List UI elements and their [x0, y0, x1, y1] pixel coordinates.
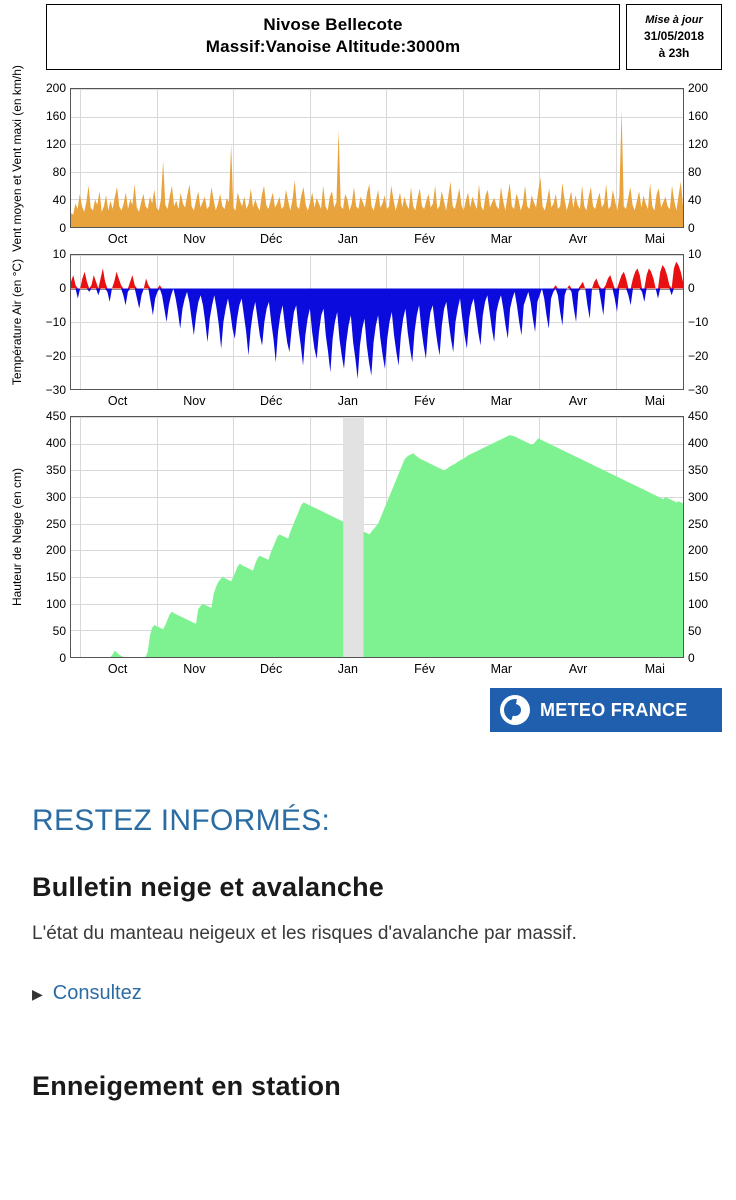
x-axis-tick: Fév: [414, 662, 435, 676]
meteo-france-logo: [490, 688, 722, 732]
axis-tick: 200: [688, 81, 709, 95]
axis-tick: 200: [45, 543, 66, 558]
meteo-france-mark-icon: [500, 695, 530, 725]
x-axis-tick: Mar: [490, 232, 513, 246]
axis-tick: 400: [45, 435, 66, 450]
snow-left-ticks: [34, 409, 70, 665]
axis-tick: 150: [45, 570, 66, 585]
gridline-horizontal: [71, 227, 683, 228]
series-area: [71, 435, 683, 657]
x-axis-tick: Nov: [183, 394, 206, 408]
snow-axis-label: [0, 416, 34, 658]
temperature-chart: [0, 247, 736, 414]
axis-tick: 80: [52, 165, 66, 179]
axis-tick: −20: [688, 349, 709, 363]
axis-tick: 250: [688, 516, 709, 531]
update-box: [626, 4, 722, 70]
axis-tick: 0: [688, 651, 695, 665]
wind-axis-label: [0, 64, 34, 252]
axis-tick: 200: [45, 81, 66, 95]
axis-tick: 300: [45, 489, 66, 504]
x-axis-tick: Mar: [490, 662, 513, 676]
axis-tick: 350: [688, 462, 709, 477]
consult-link-row[interactable]: [32, 982, 704, 1005]
axis-tick: 40: [52, 193, 66, 207]
missing-data-overlay: [343, 417, 363, 657]
x-axis-tick: Mai: [644, 232, 665, 246]
triangle-right-icon: ▶: [32, 985, 43, 1002]
meteo-france-logo-text: METEO FRANCE: [540, 699, 688, 720]
series-layer: [71, 255, 683, 389]
axis-tick: 160: [688, 109, 709, 123]
station-massif-altitude: Massif:Vanoise Altitude:3000m: [205, 37, 461, 56]
snow-right-ticks: [684, 409, 722, 665]
x-axis-tick: Nov: [183, 662, 206, 676]
axis-tick: 0: [59, 281, 66, 295]
axis-tick: 150: [688, 570, 709, 585]
station-title-box: [46, 4, 620, 70]
consult-link[interactable]: Consultez: [52, 982, 142, 1005]
wind-x-axis: [70, 230, 684, 252]
temperature-axis-label: [0, 254, 34, 390]
axis-tick: 10: [52, 247, 66, 261]
x-axis-tick: Mai: [644, 662, 665, 676]
info-item-bulletin: [32, 872, 704, 1005]
x-axis-tick: Jan: [337, 232, 358, 246]
axis-tick: 400: [688, 435, 709, 450]
wind-right-ticks: [684, 81, 722, 235]
axis-tick: 450: [45, 409, 66, 423]
axis-tick: 40: [688, 193, 702, 207]
gridline-horizontal: [71, 657, 683, 658]
axis-tick: 0: [688, 221, 695, 235]
temperature-positive-area: [71, 262, 683, 289]
series-layer: [71, 89, 683, 227]
axis-tick: 0: [688, 281, 695, 295]
x-axis-tick: Avr: [568, 232, 588, 246]
axis-tick: 300: [688, 489, 709, 504]
axis-tick: 350: [45, 462, 66, 477]
section-title: RESTEZ INFORMÉS:: [32, 804, 331, 837]
axis-tick: 250: [45, 516, 66, 531]
axis-tick: 120: [688, 137, 709, 151]
temperature-negative-area: [71, 289, 683, 379]
x-axis-tick: Oct: [107, 662, 128, 676]
x-axis-tick: Mai: [644, 394, 665, 408]
axis-tick: 450: [688, 409, 709, 423]
meteo-france-logo-wrap: [0, 682, 736, 732]
x-axis-tick: Oct: [107, 232, 128, 246]
station-name: Nivose Bellecote: [263, 15, 403, 34]
wind-left-ticks: [34, 81, 70, 235]
axis-tick: −30: [688, 383, 709, 397]
snow-axis-label-text: Hauteur de Neige (en cm): [10, 467, 25, 607]
axis-tick: 80: [688, 165, 702, 179]
x-axis-tick: Oct: [107, 394, 128, 408]
item-description-bulletin: L'état du manteau neigeux et les risques d'avalanche par massif.: [32, 923, 577, 944]
axis-tick: 0: [59, 651, 66, 665]
x-axis-tick: Fév: [414, 394, 435, 408]
axis-tick: −20: [45, 349, 66, 363]
item-title-bulletin: Bulletin neige et avalanche: [32, 872, 385, 902]
wind-plot-area: [70, 88, 684, 228]
update-date: 31/05/2018: [643, 29, 705, 43]
axis-tick: 120: [45, 137, 66, 151]
x-axis-tick: Nov: [183, 232, 206, 246]
update-time: à 23h: [658, 46, 690, 60]
axis-tick: −30: [45, 383, 66, 397]
axis-tick: 100: [45, 597, 66, 612]
axis-tick: 100: [688, 597, 709, 612]
x-axis-tick: Déc: [259, 662, 283, 676]
temperature-left-ticks: [34, 247, 70, 397]
gridline-horizontal: [71, 389, 683, 390]
axis-tick: −10: [688, 315, 709, 329]
wind-chart: [0, 64, 736, 252]
axis-tick: 200: [688, 543, 709, 558]
axis-tick: 50: [52, 624, 66, 639]
info-item-enneigement: [32, 1071, 704, 1102]
wind-axis-label-text: Vent moyen et Vent maxi (en km/h): [9, 64, 24, 252]
temperature-plot-area: [70, 254, 684, 390]
info-section: [0, 804, 736, 1102]
axis-tick: 50: [688, 624, 702, 639]
x-axis-tick: Avr: [568, 394, 588, 408]
x-axis-tick: Déc: [259, 232, 283, 246]
snow-x-axis: [70, 660, 684, 682]
x-axis-tick: Déc: [259, 394, 283, 408]
temperature-x-axis: [70, 392, 684, 414]
chart-header: [0, 0, 736, 70]
x-axis-tick: Mar: [490, 394, 513, 408]
snow-plot-area: [70, 416, 684, 658]
series-layer: [71, 417, 683, 657]
x-axis-tick: Jan: [337, 394, 358, 408]
series-area: [71, 110, 683, 227]
x-axis-tick: Fév: [414, 232, 435, 246]
axis-tick: −10: [45, 315, 66, 329]
x-axis-tick: Jan: [337, 662, 358, 676]
axis-tick: 0: [59, 221, 66, 235]
x-axis-tick: Avr: [568, 662, 588, 676]
axis-tick: 10: [688, 247, 702, 261]
temperature-axis-label-text: Température Air (en °C): [10, 258, 24, 386]
snow-chart: [0, 409, 736, 682]
temperature-right-ticks: [684, 247, 722, 397]
item-title-enneigement: Enneigement en station: [32, 1071, 341, 1102]
update-label: Mise à jour: [645, 14, 703, 26]
axis-tick: 160: [45, 109, 66, 123]
